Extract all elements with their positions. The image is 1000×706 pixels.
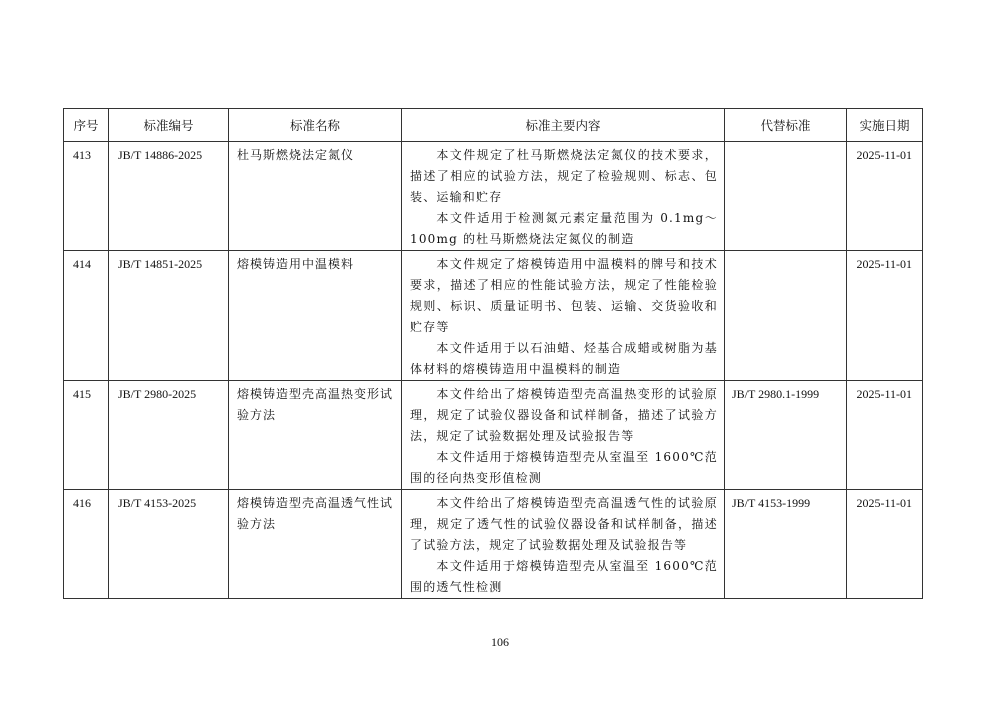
standard-content [402,381,725,490]
effective-date: 2025-11-01 [847,251,923,381]
replaced-standard: JB/T 2980.1-1999 [725,381,847,490]
row-number: 413 [64,142,109,251]
standard-name: 熔模铸造用中温模料 [229,251,402,381]
content-paragraph: 本文件规定了杜马斯燃烧法定氮仪的技术要求，描述了相应的试验方法，规定了检验规则、标志、包装、运输和贮存 [410,148,718,204]
effective-date: 2025-11-01 [847,490,923,599]
content-paragraph: 本文件规定了熔模铸造用中温模料的牌号和技术要求，描述了相应的性能试验方法，规定了性能检验规则、标识、质量证明书、包装、运输、交货验收和贮存等 [410,257,718,334]
standard-name: 熔模铸造型壳高温透气性试验方法 [229,490,402,599]
standard-content [402,490,725,599]
table-row [64,490,923,599]
standards-table [63,108,923,599]
table-row [64,251,923,381]
header-row [64,109,923,142]
content-paragraph: 本文件适用于熔模铸造型壳从室温至 1600℃范围的透气性检测 [410,559,718,594]
header-content: 标准主要内容 [402,109,725,142]
content-paragraph: 本文件适用于熔模铸造型壳从室温至 1600℃范围的径向热变形值检测 [410,450,718,485]
row-number: 414 [64,251,109,381]
replaced-standard [725,251,847,381]
row-number: 415 [64,381,109,490]
row-number: 416 [64,490,109,599]
header-code: 标准编号 [109,109,229,142]
replaced-standard: JB/T 4153-1999 [725,490,847,599]
standard-code: JB/T 2980-2025 [109,381,229,490]
effective-date: 2025-11-01 [847,142,923,251]
standard-content [402,142,725,251]
header-replaces: 代替标准 [725,109,847,142]
page-number: 106 [491,635,509,649]
standard-code: JB/T 4153-2025 [109,490,229,599]
content-paragraph: 本文件适用于检测氮元素定量范围为 0.1mg～100mg 的杜马斯燃烧法定氮仪的制造 [410,211,718,246]
table-row [64,381,923,490]
content-paragraph: 本文件适用于以石油蜡、烃基合成蜡或树脂为基体材料的熔模铸造用中温模料的制造 [410,341,718,376]
standard-code: JB/T 14886-2025 [109,142,229,251]
table-row [64,142,923,251]
content-paragraph: 本文件给出了熔模铸造型壳高温热变形的试验原理，规定了试验仪器设备和试样制备，描述了试验方法，规定了试验数据处理及试验报告等 [410,387,718,443]
header-name: 标准名称 [229,109,402,142]
header-no: 序号 [64,109,109,142]
effective-date: 2025-11-01 [847,381,923,490]
standard-code: JB/T 14851-2025 [109,251,229,381]
content-paragraph: 本文件给出了熔模铸造型壳高温透气性的试验原理，规定了透气性的试验仪器设备和试样制备，描述了试验方法，规定了试验数据处理及试验报告等 [410,496,718,552]
standard-name: 杜马斯燃烧法定氮仪 [229,142,402,251]
standard-content [402,251,725,381]
replaced-standard [725,142,847,251]
standard-name: 熔模铸造型壳高温热变形试验方法 [229,381,402,490]
header-date: 实施日期 [847,109,923,142]
